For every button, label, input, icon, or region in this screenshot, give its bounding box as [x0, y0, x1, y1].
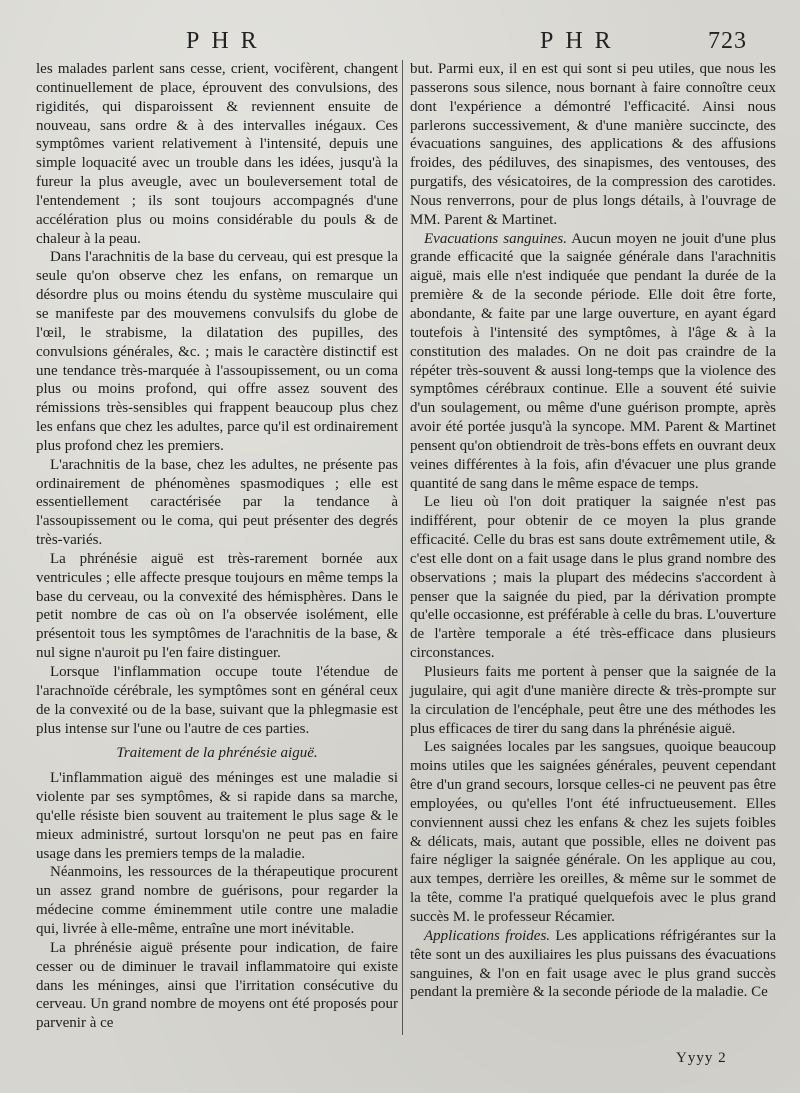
right-paragraph-3: Le lieu où l'on doit pratiquer la saignée n'est pas indifférent, pour obtenir de ce moyen la plus grande efficacité. Celle du bras est sans doute extrêmement utile, & c'est elle dont on a fait usage dans le plus grand nombre des observations ; mais la plupart des médecins s'accordent à penser que la saignée du pied, par la dérivation prompte qu'elle occasionne, est préférable à celle du bras. L'ouverture de l'artère temporale a été très-efficace dans plusieurs circonstances.	[410, 494, 776, 662]
right-paragraph-1: but. Parmi eux, il en est qui sont si peu utiles, que nous les passerons sous silence, nous bornant à faire connoître ceux dont l'expérience a démontré l'efficacité. Ainsi nous parlerons successivement, & d'une manière succincte, des évacuations sanguines, des applications & des affusions froides, des pédiluves, des sinapismes, des ventouses, des purgatifs, des vésicatoires, de la compression des carotides. Nous renverrons, pour de plus longs détails, à l'ouvrage de MM. Parent & Martinet.	[410, 61, 776, 228]
right-paragraph-6-lead: Applications froides.	[424, 927, 551, 944]
running-header	[0, 22, 800, 56]
right-paragraph-5: Les saignées locales par les sangsues, quoique beaucoup moins utiles que les saignées générales, peuvent cependant être d'un grand secours, lorsque celles-ci ne peuvent pas être employées, ou qu'elles l'ont été infructueusement. Elles conviennent aussi chez les enfans & chez les sujets foibles & délicats, mais, autant que possible, elles ne doivent pas faire négliger la saignée générale. On les applique au cou, aux tempes, derrière les oreilles, & même sur le sommet de la tête, comme l'a pratiqué quelquefois avec le plus grand succès M. le professeur Récamier.	[410, 739, 776, 925]
left-paragraph-5: Lorsque l'inflammation occupe toute l'étendue de l'arachnoïde cérébrale, les symptômes sont en général ceux de la convexité ou de la base, suivant que la phlegmasie est plus intense sur l'une ou l'autre de ces parties.	[36, 664, 398, 737]
column-divider	[402, 60, 403, 1035]
right-paragraph-2-lead: Evacuations sanguines.	[424, 230, 567, 247]
right-paragraph-6-body: Les applications réfrigérantes sur la tête sont un des auxiliaires les plus puissans des évacuations sanguines, & l'on en fait usage avec le plus grand succès pendant la première & la seconde période de la maladie. Ce	[410, 927, 776, 1001]
page-number: 723	[708, 28, 747, 54]
right-paragraph-4: Plusieurs faits me portent à penser que la saignée de la jugulaire, qui agit d'une manière directe & très-prompte sur la circulation de l'encéphale, peut être une des méthodes les plus efficaces de tirer du sang dans la phrénésie aiguë.	[410, 664, 776, 737]
left-paragraph-4: La phrénésie aiguë est très-rarement bornée aux ventricules ; elle affecte presque toujours en même temps la base du cerveau, ou la convexité des hémisphères. Dans le petit nombre de cas où on l'a observée isolément, elle présentoit tous les symptômes de l'arachnitis de la base, & nul signe n'auroit pu l'en faire distinguer.	[36, 550, 398, 662]
left-paragraph-3: L'arachnitis de la base, chez les adultes, ne présente pas ordinairement de phénomènes spasmodiques ; elle est essentiellement caractérisée par la tendance à l'assoupissement ou le coma, qui peut présenter des degrés très-variés.	[36, 456, 398, 549]
right-paragraph-2-body: Aucun moyen ne jouit d'une plus grande efficacité que la saignée générale dans l'arachnitis aiguë, mais elle n'est indiquée que pendant la durée de la première & de la seconde période. Elle doit être forte, abondante, & faite par une large ouverture, en ayant égard toutefois à l'intensité des symptômes, à l'âge & à la constitution des malades. On ne doit pas craindre de la répéter très-souvent & aussi long-temps que la violence des symptômes cérébraux continue. Elle a souvent été suivie d'un soulagement, ou même d'une guérison prompte, après avoir été portée jusqu'à la syncope. MM. Parent & Martinet pensent qu'on obtiendroit de très-bons effets en ouvrant deux veines différentes à la fois, afin d'évacuer une plus grande quantité de sang dans le même espace de temps.	[410, 230, 776, 492]
section-subheading: Traitement de la phrénésie aiguë.	[116, 745, 318, 762]
left-column	[36, 60, 398, 1033]
left-paragraph-2: Dans l'arachnitis de la base du cerveau, qui est presque la seule qu'on observe chez les enfans, on remarque un désordre plus ou moins étendu du système musculaire qui se manifeste par des mouvemens convulsifs du globe de l'œil, le strabisme, la dilatation des pupilles, des convulsions générales, &c. ; mais le caractère distinctif est une tendance très-marquée à l'assoupissement, ou un coma plus ou moins profond, qui offre assez souvent des rémissions très-sensibles qui frappent beaucoup plus chez les enfans que chez les adultes, parce qu'il est ordinairement plus profond chez les premiers.	[36, 249, 398, 454]
right-paragraph-2	[410, 230, 776, 494]
header-left-word: PHR	[186, 28, 269, 54]
right-column	[410, 60, 776, 1002]
header-right-word: PHR	[540, 28, 623, 54]
printer-signature-mark: Yyyy 2	[676, 1050, 727, 1066]
right-paragraph-6	[410, 927, 776, 1002]
left-paragraph-7: Néanmoins, les ressources de la thérapeutique procurent un assez grand nombre de guérisons, pour regarder la médecine comme éminemment utile contre une maladie qui, livrée à elle-même, entraîne une mort inévitable.	[36, 864, 398, 937]
left-paragraph-6: L'inflammation aiguë des méninges est une maladie si violente par ses symptômes, & si rapide dans sa marche, qu'elle résiste bien souvent au traitement le plus sage & le mieux administré, surtout lorsqu'on ne peut pas en faire usage dans les premiers temps de la maladie.	[36, 770, 398, 862]
left-paragraph-1: les malades parlent sans cesse, crient, vocifèrent, changent continuellement de place, éprouvent des convulsions, des rigidités, qui disparoissent & reviennent ensuite de nouveau, sans ordre & à des intervalles inégaux. Ces symptômes varient relativement à l'intensité, depuis une simple loquacité avec un trouble dans les idées, jusqu'à la fureur la plus aveugle, avec un bouleversement total de l'entendement ; ils sont toujours accompagnés d'une accélération plus ou moins considérable du pouls & de chaleur à la peau.	[36, 61, 398, 247]
left-paragraph-8: La phrénésie aiguë présente pour indication, de faire cesser ou de diminuer le travail inflammatoire qui existe dans les méninges, ainsi que l'irritation consécutive du cerveau. Un grand nombre de moyens ont été proposés pour parvenir à ce	[36, 939, 398, 1032]
